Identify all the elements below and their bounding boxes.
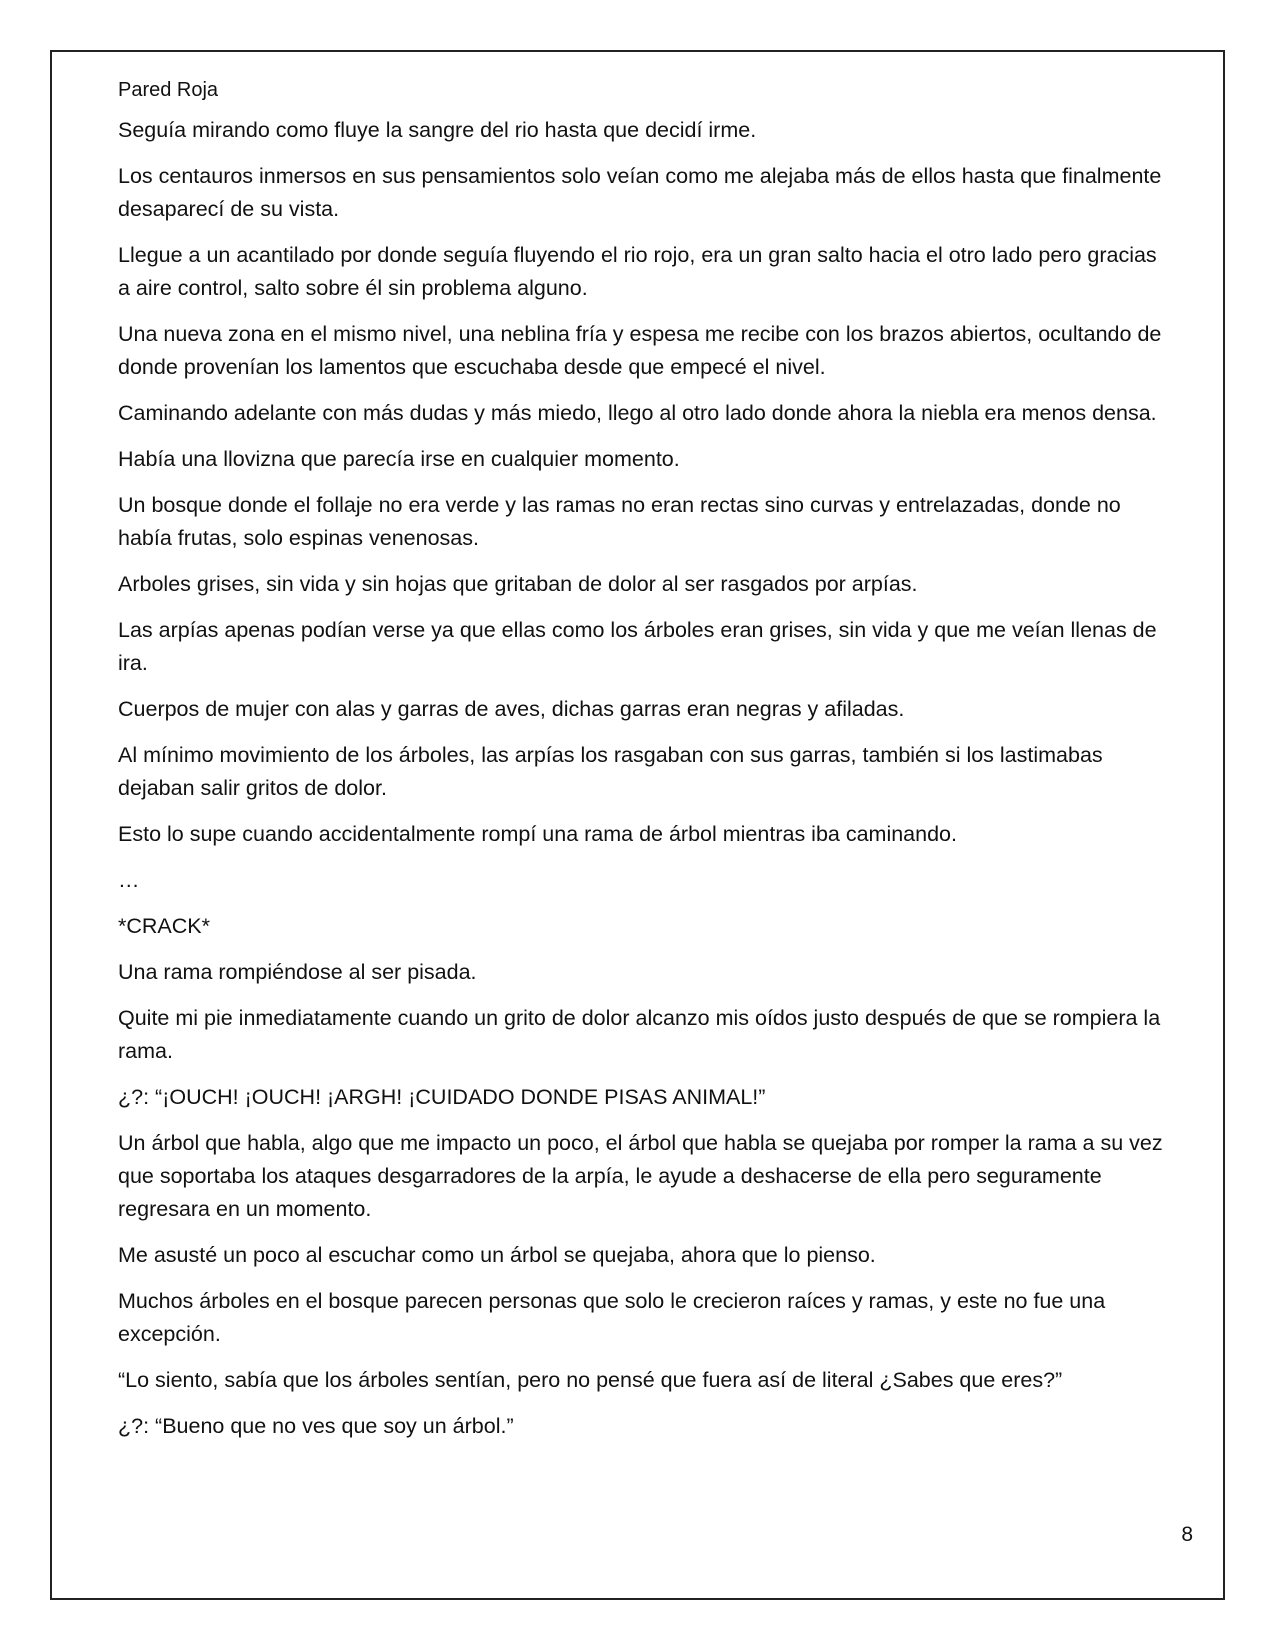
paragraph: Llegue a un acantilado por donde seguía fluyendo el rio rojo, era un gran salto hacia el otro lado pero gracias a aire control, salto sobre él sin problema alguno. (118, 243, 1157, 300)
paragraph: Arboles grises, sin vida y sin hojas que gritaban de dolor al ser rasgados por arpías. (118, 572, 918, 596)
paragraph: Un árbol que habla, algo que me impacto un poco, el árbol que habla se quejaba por romper la rama a su vez que soportaba los ataques desgarradores de la arpía, le ayude a deshacerse de ella pero seguramente regresara en un momento. (118, 1131, 1163, 1221)
page-number: 8 (1181, 1523, 1193, 1546)
paragraph: Había una llovizna que parecía irse en cualquier momento. (118, 447, 680, 471)
paragraph: Quite mi pie inmediatamente cuando un grito de dolor alcanzo mis oídos justo después de que se rompiera la rama. (118, 1006, 1161, 1063)
paragraph: Me asusté un poco al escuchar como un árbol se quejaba, ahora que lo pienso. (118, 1243, 876, 1267)
paragraph: Una nueva zona en el mismo nivel, una neblina fría y espesa me recibe con los brazos abiertos, ocultando de donde provenían los lamentos que escuchaba desde que empecé el nivel. (118, 322, 1162, 379)
paragraph: Caminando adelante con más dudas y más miedo, llego al otro lado donde ahora la niebla era menos densa. (118, 401, 1157, 425)
dialogue-line: ¿?: “Bueno que no ves que soy un árbol.” (118, 1414, 514, 1438)
page-content (118, 70, 1168, 1456)
sound-effect-line: *CRACK* (118, 914, 210, 938)
paragraph: Un bosque donde el follaje no era verde y las ramas no eran rectas sino curvas y entrelazadas, donde no había frutas, solo espinas venenosas. (118, 493, 1121, 550)
paragraph: Al mínimo movimiento de los árboles, las arpías los rasgaban con sus garras, también si los lastimabas dejaban salir gritos de dolor. (118, 743, 1103, 800)
paragraph: Seguía mirando como fluye la sangre del rio hasta que decidí irme. (118, 118, 757, 142)
paragraph: Esto lo supe cuando accidentalmente rompí una rama de árbol mientras iba caminando. (118, 822, 957, 846)
ellipsis-line: … (118, 868, 140, 892)
paragraph: Muchos árboles en el bosque parecen personas que solo le crecieron raíces y ramas, y este no fue una excepción. (118, 1289, 1106, 1346)
running-header: Pared Roja (118, 79, 219, 101)
dialogue-line: “Lo siento, sabía que los árboles sentían, pero no pensé que fuera así de literal ¿Sabes que eres?” (118, 1368, 1063, 1392)
paragraph: Cuerpos de mujer con alas y garras de aves, dichas garras eran negras y afiladas. (118, 697, 905, 721)
paragraph: Una rama rompiéndose al ser pisada. (118, 960, 477, 984)
dialogue-line: ¿?: “¡OUCH! ¡OUCH! ¡ARGH! ¡CUIDADO DONDE PISAS ANIMAL!” (118, 1085, 766, 1109)
paragraph: Los centauros inmersos en sus pensamientos solo veían como me alejaba más de ellos hasta que finalmente desaparecí de su vista. (118, 164, 1162, 221)
paragraph: Las arpías apenas podían verse ya que ellas como los árboles eran grises, sin vida y que me veían llenas de ira. (118, 618, 1157, 675)
